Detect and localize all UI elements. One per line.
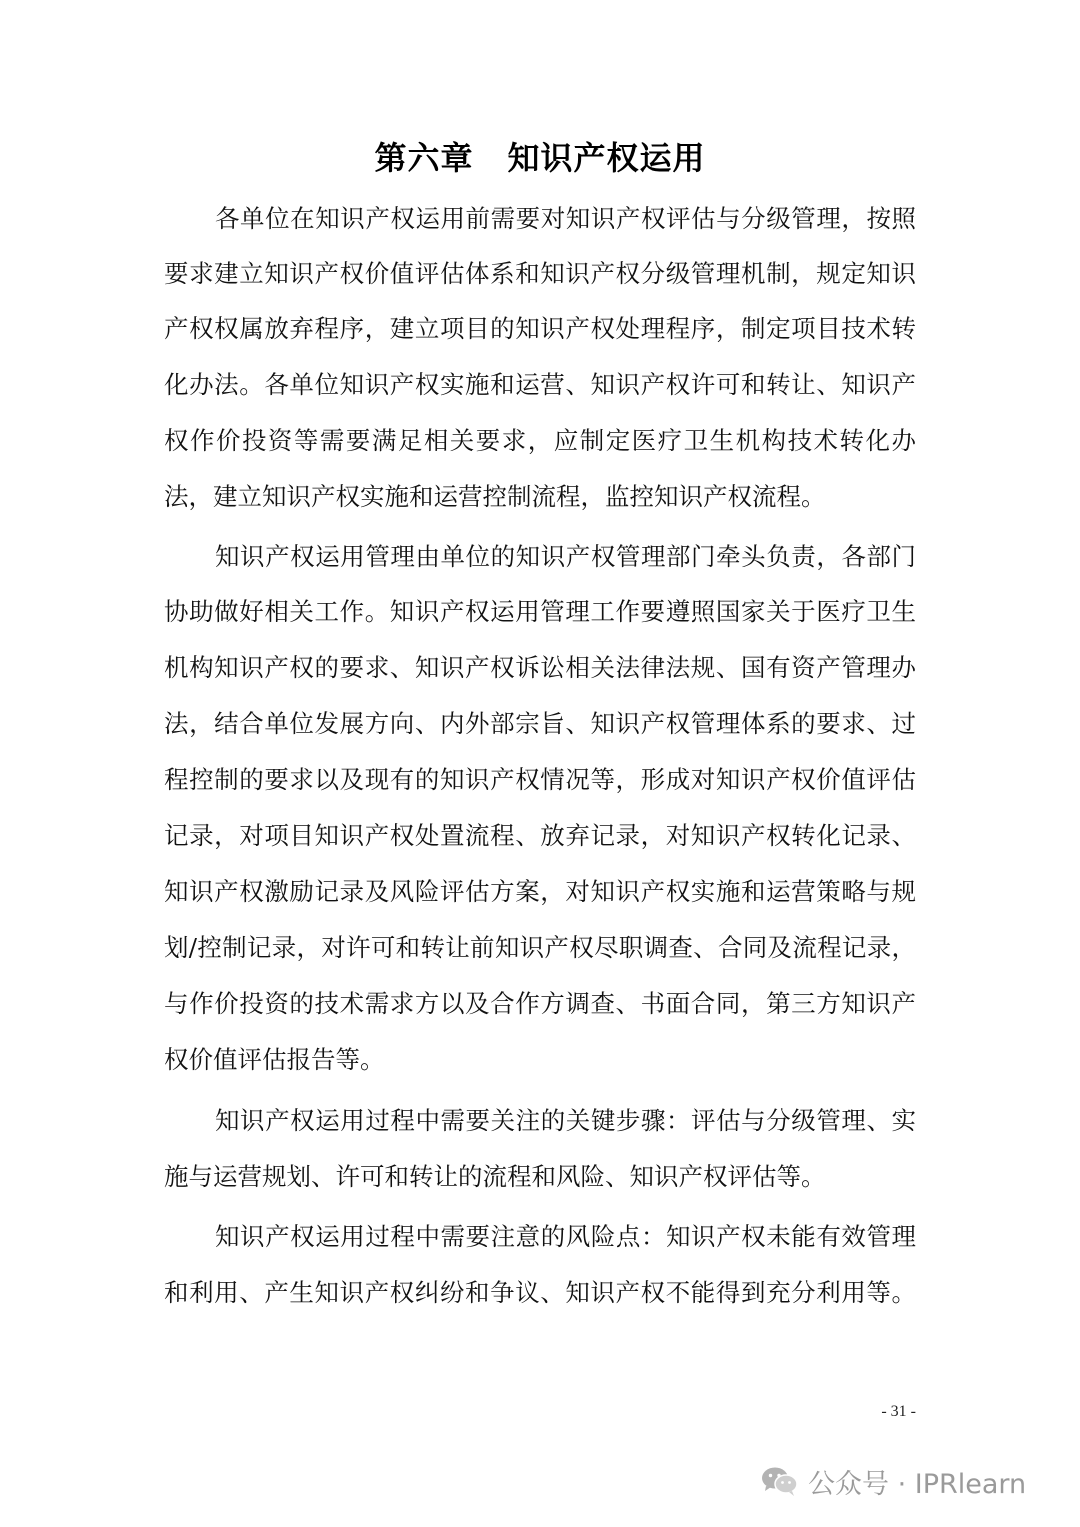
text-line: 程控制的要求以及现有的知识产权情况等，形成对知识产权价值评估 (164, 765, 916, 794)
text-line: 权价值评估报告等。 (164, 1045, 385, 1074)
text-line: 法，建立知识产权实施和运营控制流程，监控知识产权流程。 (164, 482, 826, 511)
text-line: 施与运营规划、许可和转让的流程和风险、知识产权评估等。 (164, 1162, 826, 1191)
watermark (760, 1461, 1026, 1501)
text-line: 和利用、产生知识产权纠纷和争议、知识产权不能得到充分利用等。 (164, 1278, 916, 1307)
text-line: 划/控制记录，对许可和转让前知识产权尽职调查、合同及流程记录， (164, 933, 916, 962)
text-line: 法，结合单位发展方向、内外部宗旨、知识产权管理体系的要求、过 (164, 709, 916, 738)
text-line: 知识产权运用过程中需要注意的风险点：知识产权未能有效管理 (215, 1222, 916, 1251)
chapter-heading (164, 133, 916, 183)
text-line: 权作价投资等需要满足相关要求，应制定医疗卫生机构技术转化办 (164, 426, 916, 455)
text-line: 产权权属放弃程序，建立项目的知识产权处理程序，制定项目技术转 (164, 314, 916, 343)
text-line: 记录，对项目知识产权处置流程、放弃记录，对知识产权转化记录、 (164, 821, 916, 850)
text-line: 知识产权激励记录及风险评估方案，对知识产权实施和运营策略与规 (164, 877, 916, 906)
text-line: 机构知识产权的要求、知识产权诉讼相关法律法规、国有资产管理办 (164, 653, 916, 682)
chapter-title: 知识产权运用 (507, 139, 706, 177)
text-line: 协助做好相关工作。知识产权运用管理工作要遵照国家关于医疗卫生 (164, 597, 916, 626)
text-line: 各单位在知识产权运用前需要对知识产权评估与分级管理，按照 (215, 204, 916, 233)
text-line: 与作价投资的技术需求方以及合作方调查、书面合同，第三方知识产 (164, 989, 916, 1018)
wechat-icon (760, 1465, 800, 1497)
text-line: 要求建立知识产权价值评估体系和知识产权分级管理机制，规定知识 (164, 259, 916, 288)
text-line: 知识产权运用管理由单位的知识产权管理部门牵头负责，各部门 (215, 542, 916, 571)
chapter-label: 第六章 (374, 139, 474, 177)
watermark-text: 公众号 · IPRlearn (808, 1468, 1027, 1500)
text-line: 知识产权运用过程中需要关注的关键步骤：评估与分级管理、实 (215, 1106, 916, 1135)
page-number: - 31 - (881, 1403, 916, 1420)
text-line: 化办法。各单位知识产权实施和运营、知识产权许可和转让、知识产 (164, 370, 916, 399)
